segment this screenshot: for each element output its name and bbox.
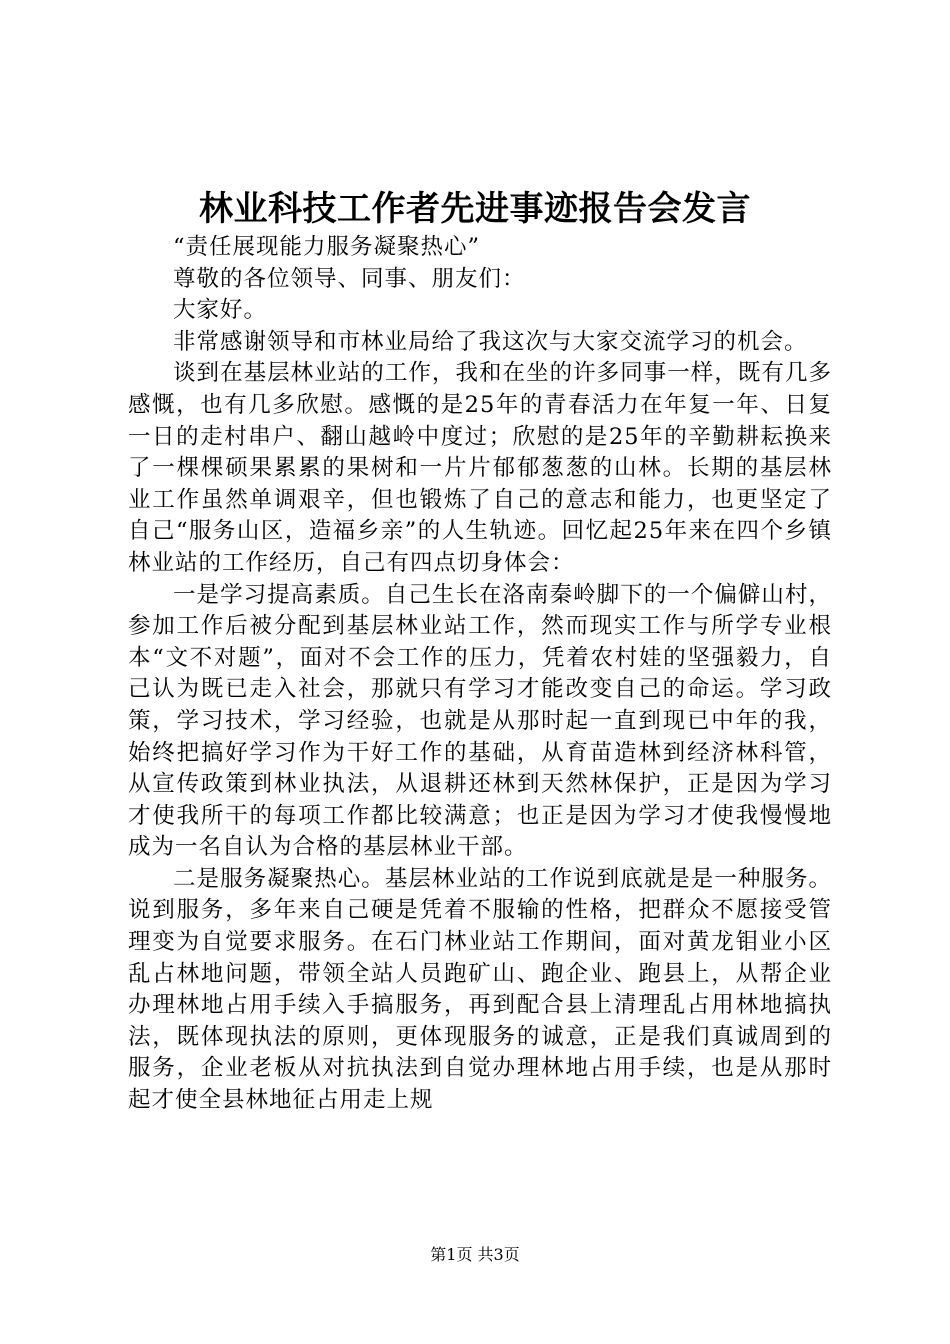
body-paragraph: 一是学习提高素质。自己生长在洛南秦岭脚下的一个偏僻山村，参加工作后被分配到基层林业站工作，然而现实工作与所学专业根本“文不对题”，面对不会工作的压力，凭着农村娃的坚强毅力，自己认为既已走入社会，那就只有学习才能改变自己的命运。学习政策，学习技术，学习经验，也就是从那时起一直到现已中年的我，始终把搞好学习作为干好工作的基础，从育苗造林到经济林科管，从宣传政策到林业执法，从退耕还林到天然林保护，正是因为学习才使我所干的每项工作都比较满意；也正是因为学习才使我慢慢地成为一名自认为合格的基层林业干部。 (128, 581, 832, 861)
body-paragraph: 谈到在基层林业站的工作，我和在坐的许多同事一样，既有几多感慨，也有几多欣慰。感慨的是25年的青春活力在年复一年、日复一日的走村串户、翻山越岭中度过；欣慰的是25年的辛勤耕耘换来了一棵棵硕果累累的果树和一片片郁郁葱葱的山林。长期的基层林业工作虽然单调艰辛，但也锻炼了自己的意志和能力，也更坚定了自己“服务山区，造福乡亲”的人生轨迹。回忆起25年来在四个乡镇林业站的工作经历，自己有四点切身体会： (128, 360, 832, 576)
body-paragraph: “责任展现能力服务凝聚热心” (173, 234, 481, 260)
body-paragraph: 尊敬的各位领导、同事、朋友们： (173, 265, 526, 292)
body-paragraph: 大家好。 (173, 297, 268, 324)
document-body (128, 232, 832, 1117)
body-paragraph: 二是服务凝聚热心。基层林业站的工作说到底就是是一种服务。说到服务，多年来自己硬是凭着不服输的性格，把群众不愿接受管理变为自觉要求服务。在石门林业站工作期间，面对黄龙钼业小区乱占林地问题，带领全站人员跑矿山、跑企业、跑县上，从帮企业办理林地占用手续入手搞服务，再到配合县上清理乱占用林地搞执法，既体现执法的原则，更体现服务的诚意，正是我们真诚周到的服务，企业老板从对抗执法到自觉办理林地占用手续，也是从那时起才使全县林地征占用走上规 (128, 865, 832, 1114)
document-title: 林业科技工作者先进事迹报告会发言 (199, 189, 751, 229)
page-number-footer: 第1页 共3页 (430, 1245, 520, 1264)
body-paragraph: 非常感谢领导和市林业局给了我这次与大家交流学习的机会。 (173, 328, 808, 355)
